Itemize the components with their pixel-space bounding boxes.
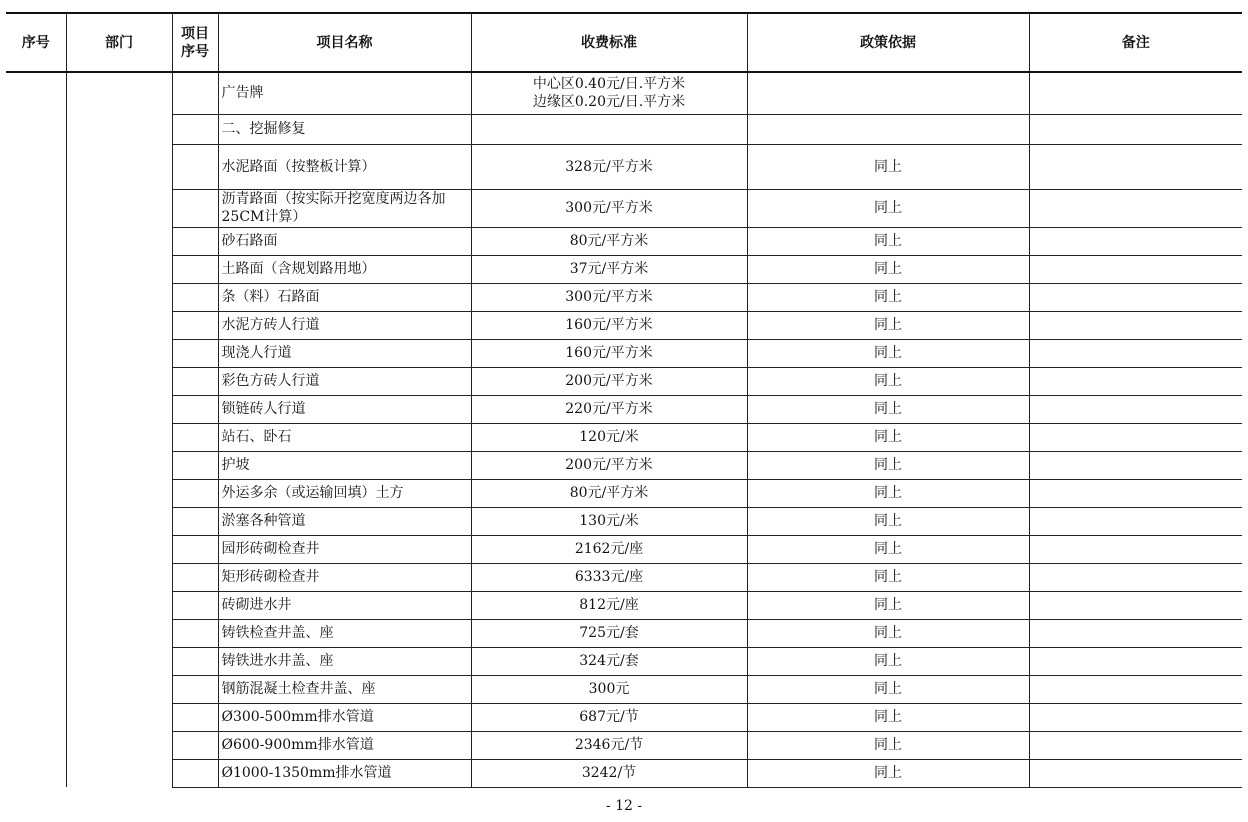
header-basis: 政策依据 (747, 13, 1029, 72)
item-name-cell: 外运多余（或运输回填）土方 (218, 479, 471, 507)
remark-cell (1029, 395, 1242, 423)
basis-cell: 同上 (747, 591, 1029, 619)
item-name-cell: 现浇人行道 (218, 339, 471, 367)
item-seq-cell (172, 311, 218, 339)
table-row (6, 563, 1242, 591)
table-row (6, 759, 1242, 787)
item-name-cell: 矩形砖砌检查井 (218, 563, 471, 591)
remark-cell (1029, 759, 1242, 787)
remark-cell (1029, 563, 1242, 591)
table-row (6, 535, 1242, 563)
item-name-cell: 铸铁检查井盖、座 (218, 619, 471, 647)
item-seq-cell (172, 563, 218, 591)
fee-cell: 200元/平方米 (471, 367, 747, 395)
item-seq-cell (172, 395, 218, 423)
item-name-cell: 土路面（含规划路用地） (218, 255, 471, 283)
dept-cell (66, 72, 172, 787)
table-row (6, 647, 1242, 675)
item-name-cell: 园形砖砌检查井 (218, 535, 471, 563)
basis-cell: 同上 (747, 731, 1029, 759)
item-name-cell: Ø300-500mm排水管道 (218, 703, 471, 731)
remark-cell (1029, 227, 1242, 255)
fee-cell: 80元/平方米 (471, 227, 747, 255)
fee-cell: 324元/套 (471, 647, 747, 675)
table-row (6, 591, 1242, 619)
table-row (6, 227, 1242, 255)
item-seq-cell (172, 535, 218, 563)
item-name-cell: 水泥路面（按整板计算） (218, 144, 471, 189)
remark-cell (1029, 535, 1242, 563)
basis-cell: 同上 (747, 507, 1029, 535)
item-name-cell: 钢筋混凝土检查井盖、座 (218, 675, 471, 703)
fee-cell: 200元/平方米 (471, 451, 747, 479)
table-row (6, 311, 1242, 339)
header-seq: 序号 (6, 13, 66, 72)
fee-cell: 2162元/座 (471, 535, 747, 563)
basis-cell: 同上 (747, 395, 1029, 423)
item-seq-cell (172, 479, 218, 507)
table-row (6, 283, 1242, 311)
header-fee: 收费标准 (471, 13, 747, 72)
header-item-seq (172, 13, 218, 72)
item-seq-cell (172, 339, 218, 367)
basis-cell: 同上 (747, 703, 1029, 731)
fee-cell: 2346元/节 (471, 731, 747, 759)
remark-cell (1029, 731, 1242, 759)
remark-cell (1029, 507, 1242, 535)
fee-cell: 80元/平方米 (471, 479, 747, 507)
item-name-cell: 彩色方砖人行道 (218, 367, 471, 395)
item-seq-cell (172, 759, 218, 787)
basis-cell: 同上 (747, 189, 1029, 227)
item-seq-cell (172, 731, 218, 759)
table-row (6, 675, 1242, 703)
basis-cell: 同上 (747, 759, 1029, 787)
basis-cell: 同上 (747, 144, 1029, 189)
remark-cell (1029, 703, 1242, 731)
fee-cell: 328元/平方米 (471, 144, 747, 189)
item-name-cell: Ø1000-1350mm排水管道 (218, 759, 471, 787)
fee-cell: 300元/平方米 (471, 283, 747, 311)
basis-cell: 同上 (747, 563, 1029, 591)
header-remark: 备注 (1029, 13, 1242, 72)
item-seq-cell (172, 114, 218, 144)
fee-cell: 812元/座 (471, 591, 747, 619)
table-row (6, 703, 1242, 731)
table-row (6, 507, 1242, 535)
page-number: - 12 - (605, 798, 643, 814)
remark-cell (1029, 114, 1242, 144)
basis-cell: 同上 (747, 227, 1029, 255)
fee-cell: 300元/平方米 (471, 189, 747, 227)
item-name-cell: 铸铁进水井盖、座 (218, 647, 471, 675)
basis-cell: 同上 (747, 451, 1029, 479)
item-name-cell: Ø600-900mm排水管道 (218, 731, 471, 759)
table-row (6, 189, 1242, 227)
table-row (6, 367, 1242, 395)
table-row (6, 731, 1242, 759)
fee-cell: 120元/米 (471, 423, 747, 451)
remark-cell (1029, 144, 1242, 189)
basis-cell: 同上 (747, 479, 1029, 507)
basis-cell: 同上 (747, 311, 1029, 339)
remark-cell (1029, 647, 1242, 675)
remark-cell (1029, 189, 1242, 227)
table-row (6, 255, 1242, 283)
item-name-cell: 砂石路面 (218, 227, 471, 255)
header-item-seq-text: 项目序号 (180, 25, 209, 60)
remark-cell (1029, 423, 1242, 451)
table-row (6, 72, 1242, 114)
table-row (6, 619, 1242, 647)
fee-cell: 6333元/座 (471, 563, 747, 591)
table-row (6, 423, 1242, 451)
basis-cell: 同上 (747, 367, 1029, 395)
remark-cell (1029, 255, 1242, 283)
fee-table (6, 12, 1242, 788)
remark-cell (1029, 479, 1242, 507)
basis-cell: 同上 (747, 619, 1029, 647)
item-seq-cell (172, 619, 218, 647)
table-row (6, 395, 1242, 423)
basis-cell: 同上 (747, 339, 1029, 367)
item-name-cell: 砖砌进水井 (218, 591, 471, 619)
item-name-cell: 沥青路面（按实际开挖宽度两边各加25CM计算） (218, 189, 471, 227)
remark-cell (1029, 72, 1242, 114)
remark-cell (1029, 675, 1242, 703)
item-name-cell: 淤塞各种管道 (218, 507, 471, 535)
remark-cell (1029, 367, 1242, 395)
remark-cell (1029, 451, 1242, 479)
fee-cell: 130元/米 (471, 507, 747, 535)
basis-cell: 同上 (747, 423, 1029, 451)
item-seq-cell (172, 283, 218, 311)
table-row (6, 114, 1242, 144)
remark-cell (1029, 339, 1242, 367)
basis-cell: 同上 (747, 255, 1029, 283)
item-seq-cell (172, 675, 218, 703)
basis-cell (747, 72, 1029, 114)
basis-cell: 同上 (747, 647, 1029, 675)
item-name-cell: 水泥方砖人行道 (218, 311, 471, 339)
basis-cell: 同上 (747, 675, 1029, 703)
item-seq-cell (172, 255, 218, 283)
fee-cell: 37元/平方米 (471, 255, 747, 283)
fee-cell: 725元/套 (471, 619, 747, 647)
fee-cell: 160元/平方米 (471, 339, 747, 367)
basis-cell (747, 114, 1029, 144)
seq-cell (6, 72, 66, 787)
table-row (6, 479, 1242, 507)
item-name-cell: 护坡 (218, 451, 471, 479)
header-row (6, 13, 1242, 72)
item-seq-cell (172, 227, 218, 255)
remark-cell (1029, 283, 1242, 311)
item-seq-cell (172, 507, 218, 535)
item-name-cell: 锁链砖人行道 (218, 395, 471, 423)
item-name-cell: 二、挖掘修复 (218, 114, 471, 144)
table-row (6, 144, 1242, 189)
table-row (6, 339, 1242, 367)
item-seq-cell (172, 451, 218, 479)
item-name-cell: 广告牌 (218, 72, 471, 114)
fee-cell: 160元/平方米 (471, 311, 747, 339)
remark-cell (1029, 591, 1242, 619)
fee-cell: 220元/平方米 (471, 395, 747, 423)
item-seq-cell (172, 189, 218, 227)
fee-cell: 中心区0.40元/日.平方米 边缘区0.20元/日.平方米 (471, 72, 747, 114)
item-name-cell: 条（料）石路面 (218, 283, 471, 311)
header-item-name: 项目名称 (218, 13, 471, 72)
item-name-cell: 站石、卧石 (218, 423, 471, 451)
item-seq-cell (172, 144, 218, 189)
remark-cell (1029, 619, 1242, 647)
remark-cell (1029, 311, 1242, 339)
basis-cell: 同上 (747, 535, 1029, 563)
item-seq-cell (172, 423, 218, 451)
header-dept: 部门 (66, 13, 172, 72)
fee-cell (471, 114, 747, 144)
fee-cell: 687元/节 (471, 703, 747, 731)
item-seq-cell (172, 72, 218, 114)
basis-cell: 同上 (747, 283, 1029, 311)
fee-cell: 300元 (471, 675, 747, 703)
item-seq-cell (172, 591, 218, 619)
table-row (6, 451, 1242, 479)
item-seq-cell (172, 367, 218, 395)
item-seq-cell (172, 703, 218, 731)
item-seq-cell (172, 647, 218, 675)
fee-cell: 3242/节 (471, 759, 747, 787)
